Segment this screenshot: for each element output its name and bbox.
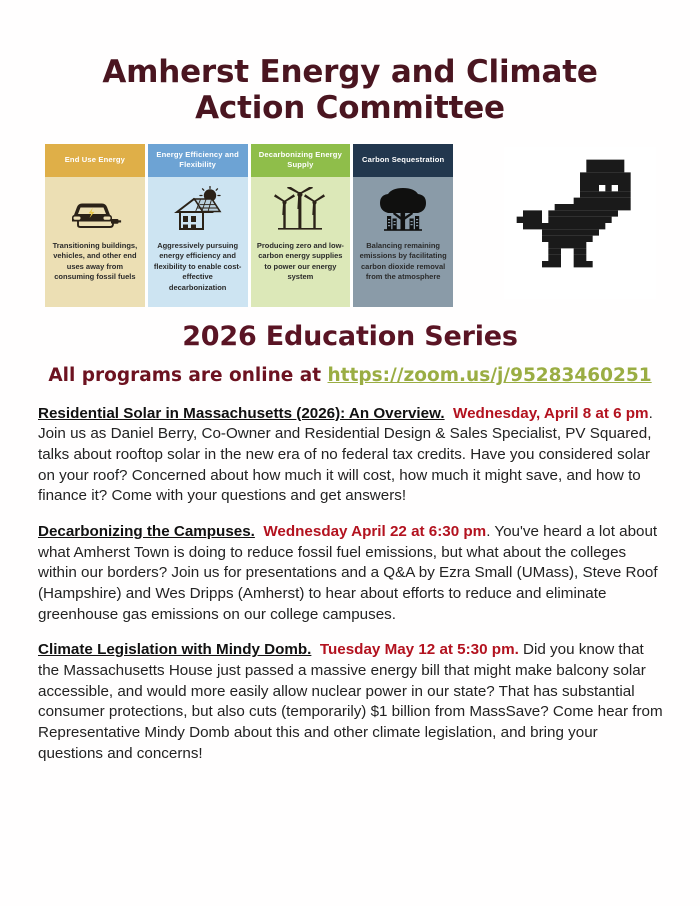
panel-body-carbon-sequestration [353,177,453,307]
electric-car-icon [66,183,124,239]
event-date: Tuesday May 12 at 5:30 pm. [319,641,519,659]
online-prefix-label: All programs are online at [48,364,328,386]
panel-header-carbon-sequestration: Carbon Sequestration [353,144,453,177]
qr-code-icon[interactable] [504,147,656,299]
panel-text-carbon-sequestration: Balancing remaining emissions by facilitating carbon dioxide removal from the atmosphere [359,240,447,282]
panel-body-energy-efficiency [148,177,248,307]
event-date: Wednesday, April 8 at 6 pm [453,404,649,422]
event-item [38,522,664,625]
series-heading: 2026 Education Series [182,320,518,352]
panel-header-energy-efficiency: Energy Efficiency and Flexibility [148,144,248,177]
event-date: Wednesday April 22 at 6:30 pm [263,522,487,540]
wind-turbines-icon [270,183,330,239]
zoom-meeting-link[interactable]: https://zoom.us/j/95283460251 [327,364,652,386]
event-title: Climate Legislation with Mindy Domb. [38,641,312,659]
panel-carbon-sequestration [353,144,453,307]
panel-body-decarbonizing-supply [251,177,351,307]
panel-energy-efficiency [148,144,248,307]
panel-body-end-use-energy [45,177,145,307]
panel-text-energy-efficiency: Aggressively pursuing energy efficiency and flexibility to enable cost-effective decarbonization [153,240,242,293]
event-title: Decarbonizing the Campuses. [38,522,255,540]
panel-header-decarbonizing-supply: Decarbonizing Energy Supply [251,144,351,177]
tree-sequestration-icon [374,183,432,239]
graphics-band [0,144,700,307]
panel-header-end-use-energy: End Use Energy [45,144,145,177]
event-item [38,640,664,764]
panel-text-end-use-energy: Transitioning buildings, vehicles, and other end uses away from consuming fossil fuels [52,240,138,282]
panel-text-decarbonizing-supply: Producing zero and low-carbon energy supplies to power our energy system [256,240,344,282]
event-item [38,404,664,507]
dinosaur-icon [504,147,656,299]
event-body: . Join us as Daniel Berry, Co-Owner and Residential Design & Sales Specialist, PV Squared, talks about rooftop solar in the new era of no federal tax credits. Have you considered solar on your roof? Concerned about how much it will cost, how much it might save, and how to finance it? Come with your questions and get answers! [38,404,653,505]
decarbonization-infographic [45,144,453,307]
online-programs-line [0,365,700,386]
panel-decarbonizing-supply [251,144,351,307]
event-body: Did you know that the Massachusetts House just passed a massive energy bill that might make balcony solar accessible, and would more easily allow nuclear power in our state? That has substantial consumer protections, but also cuts (temporarily) $1 billion from MassSave? Come hear from Representative Mindy Domb about this and other climate legislation, and bring your questions and concerns! [38,641,663,762]
page-title: Amherst Energy and Climate Action Committee [102,54,598,127]
event-title: Residential Solar in Massachusetts (2026): An Overview. [38,404,445,422]
solar-house-icon [168,183,228,239]
event-body: . You've heard a lot about what Amherst Town is doing to reduce fossil fuel emissions, but what about the colleges within our borders? Join us for presentations and a Q&A by Ezra Small (UMass), Steve Roof (Hampshire) and Wes Dripps (Amherst) to hear about efforts to reduce and eliminate greenhouse gas emissions on our college campuses. [38,522,658,623]
panel-end-use-energy [45,144,145,307]
event-list [0,404,700,765]
